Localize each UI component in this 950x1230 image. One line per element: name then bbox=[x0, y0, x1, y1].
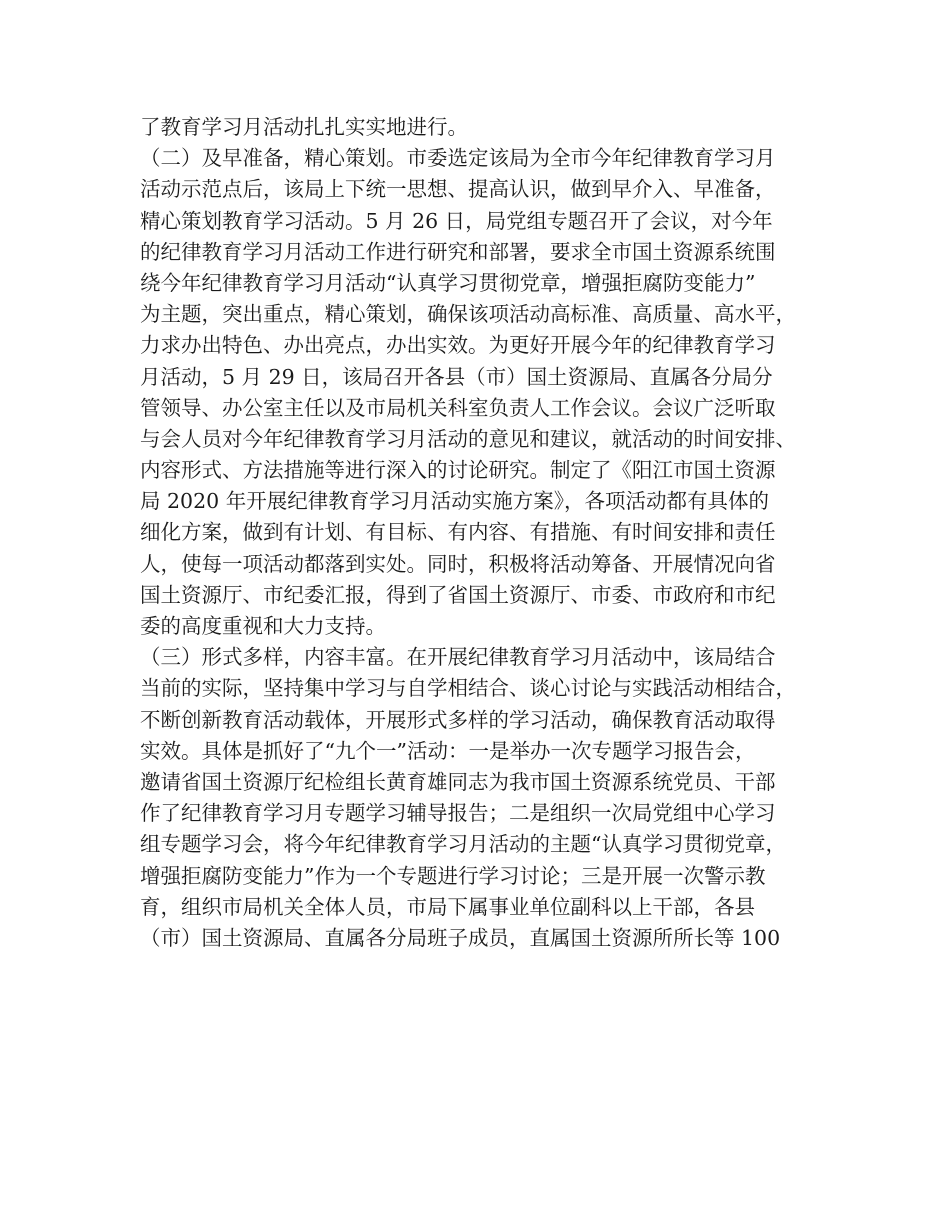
text-line: 人，使每一项活动都落到实处。同时，积极将活动筹备、开展情况向省 bbox=[140, 551, 776, 576]
text-line: 了教育学习月活动扎扎实实地进行。 bbox=[140, 115, 468, 139]
text-line: 内容形式、方法措施等进行深入的讨论研究。制定了《阳江市国土资源 bbox=[140, 458, 776, 483]
text-line: 绕今年纪律教育学习月活动“认真学习贯彻党章，增强拒腐防变能力” bbox=[140, 270, 756, 295]
text-line: 与会人员对今年纪律教育学习月活动的意见和建议，就活动的时间安排、 bbox=[140, 426, 796, 451]
text-line: 委的高度重视和大力支持。 bbox=[140, 614, 386, 638]
body-text bbox=[140, 112, 840, 954]
text-line: （市）国土资源局、直属各分局班子成员，直属国土资源所所长等 100 bbox=[140, 925, 781, 950]
text-line: 精心策划教育学习活动。5 月 26 日，局党组专题召开了会议，对今年 bbox=[140, 208, 773, 233]
text-line: 细化方案，做到有计划、有目标、有内容、有措施、有时间安排和责任 bbox=[140, 520, 776, 545]
text-line: 为主题，突出重点，精心策划，确保该项活动高标准、高质量、高水平， bbox=[140, 302, 796, 327]
text-line: 邀请省国土资源厅纪检组长黄育雄同志为我市国土资源系统党员、干部 bbox=[140, 769, 776, 794]
text-line: 当前的实际，坚持集中学习与自学相结合、谈心讨论与实践活动相结合， bbox=[140, 676, 796, 701]
text-line: 组专题学习会，将今年纪律教育学习月活动的主题“认真学习贯彻党章， bbox=[140, 832, 786, 857]
text-line: 国土资源厅、市纪委汇报，得到了省国土资源厅、市委、市政府和市纪 bbox=[140, 582, 776, 607]
text-line: 不断创新教育活动载体，开展形式多样的学习活动，确保教育活动取得 bbox=[140, 707, 776, 732]
text-line: 的纪律教育学习月活动工作进行研究和部署，要求全市国土资源系统围 bbox=[140, 239, 776, 264]
text-line: 增强拒腐防变能力”作为一个专题进行学习讨论；三是开展一次警示教 bbox=[140, 863, 766, 888]
text-line: 局 2020 年开展纪律教育学习月活动实施方案》，各项活动都有具体的 bbox=[140, 489, 769, 514]
text-line: 育，组织市局机关全体人员，市局下属事业单位副科以上干部，各县 bbox=[140, 894, 755, 919]
text-line: 实效。具体是抓好了“九个一”活动：一是举办一次专题学习报告会， bbox=[140, 738, 756, 763]
text-line: 作了纪律教育学习月专题学习辅导报告；二是组织一次局党组中心学习 bbox=[140, 801, 776, 826]
text-line: （三）形式多样，内容丰富。在开展纪律教育学习月活动中，该局结合 bbox=[140, 645, 776, 670]
text-line: 力求办出特色、办出亮点，办出实效。为更好开展今年的纪律教育学习 bbox=[140, 333, 776, 358]
text-line: 活动示范点后，该局上下统一思想、提高认识，做到早介入、早准备， bbox=[140, 177, 776, 202]
text-line: 管领导、办公室主任以及市局机关科室负责人工作会议。会议广泛听取 bbox=[140, 395, 776, 420]
text-line: 月活动，5 月 29 日，该局召开各县（市）国土资源局、直属各分局分 bbox=[140, 364, 773, 389]
text-line: （二）及早准备，精心策划。市委选定该局为全市今年纪律教育学习月 bbox=[140, 146, 776, 171]
